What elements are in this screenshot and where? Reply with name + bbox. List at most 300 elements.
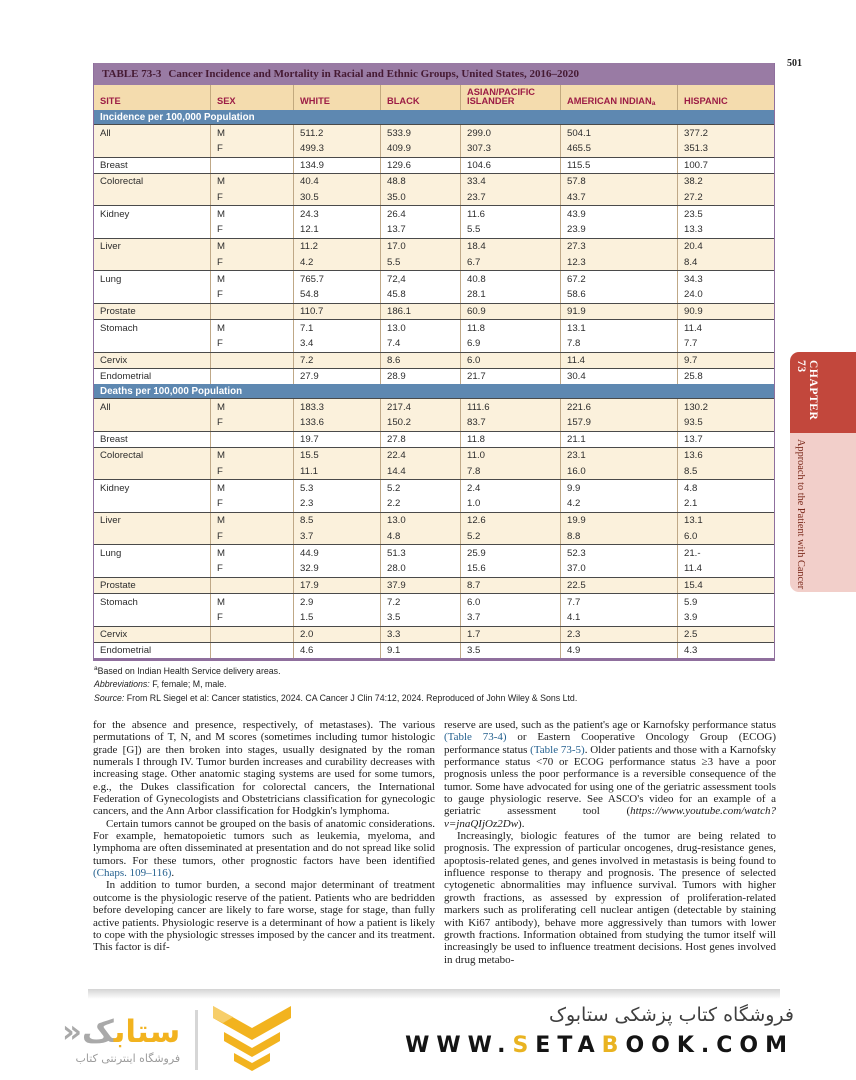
table-cell: 23.5 xyxy=(677,206,774,221)
table-cell: 8.7 xyxy=(460,578,560,593)
table-cell: 45.8 xyxy=(380,287,460,303)
table-cell: 183.3 xyxy=(293,399,380,414)
page-number: 501 xyxy=(787,58,802,69)
table-cell: Prostate xyxy=(100,306,136,318)
table-cell: 2.4 xyxy=(460,480,560,495)
table-cell: 4.6 xyxy=(293,643,380,658)
table-cell: 15.5 xyxy=(293,448,380,463)
table-cell: 28.9 xyxy=(380,369,460,384)
text-segment: Increasingly, biologic features of the tumor are being related to prognosis. The expression of particular oncogenes, drug-resistance genes, apoptosis-related genes, and genes involved in metastasis is being found to influence response to therapy and prognosis. The presence of selected cytogenetic abnormalities may influence survival. Tumors with higher growth fractions, as assessed by expression of proliferation-related markers such as proliferating cell nuclear antigen (detectable by staining with Ki67 antibody), behave more aggressively than tumors with lower growth fractions. Information obtained from studying the tumor itself will increasingly be used to influence treatment decisions. Host genes involved in drug metabo- xyxy=(444,830,776,966)
table-cell: M xyxy=(210,480,293,495)
table-bottom-border xyxy=(94,658,774,661)
table-row xyxy=(94,189,774,205)
table-cell: 499.3 xyxy=(293,140,380,156)
watermark-persian-text: فروشگاه کتاب پزشکی ستابوک xyxy=(548,1004,794,1026)
table-cell: F xyxy=(210,414,293,430)
table-cell: 16.0 xyxy=(560,463,677,479)
footnote-line xyxy=(94,678,776,691)
table-row xyxy=(94,609,774,625)
table-cell: 2.1 xyxy=(677,496,774,512)
table-cell: F xyxy=(210,335,293,351)
table-cell: 504.1 xyxy=(560,125,677,140)
table-cell: All xyxy=(100,401,111,413)
table-cell: 13.7 xyxy=(677,432,774,447)
table-cell: Lung xyxy=(100,273,122,285)
table-cell: 4.2 xyxy=(293,254,380,270)
table-cell: 11.8 xyxy=(460,320,560,335)
cross-reference-link[interactable]: (Table 73-4) xyxy=(444,731,507,744)
paragraph xyxy=(93,719,435,818)
table-cell: 299.0 xyxy=(460,125,560,140)
table-cell xyxy=(210,158,293,173)
table-cell: 11.1 xyxy=(293,463,380,479)
table-cell: M xyxy=(210,239,293,254)
table-cell: 3.7 xyxy=(293,528,380,544)
table-cell: 8.5 xyxy=(677,463,774,479)
table-cell: Stomach xyxy=(100,596,138,608)
chapter-title-tab xyxy=(790,433,856,592)
table-cell: Breast xyxy=(100,434,128,445)
table-cell xyxy=(210,643,293,658)
table-cell: 7.2 xyxy=(380,594,460,609)
table-row xyxy=(94,352,774,368)
table-cell: 38.2 xyxy=(677,174,774,189)
article-right-column xyxy=(444,719,776,966)
table-cell: 57.8 xyxy=(560,174,677,189)
table-cell: 13.3 xyxy=(677,222,774,238)
table-cell: 37.9 xyxy=(380,578,460,593)
table-cell: 44.9 xyxy=(293,545,380,560)
paragraph xyxy=(93,879,435,953)
table-cell: F xyxy=(210,609,293,625)
table-row xyxy=(94,642,774,658)
table-cell: Stomach xyxy=(100,322,138,334)
column-header-label: SEX xyxy=(217,96,236,107)
table-cell xyxy=(94,222,210,238)
table-cell: 67.2 xyxy=(560,271,677,286)
table-cell: 6.0 xyxy=(460,353,560,368)
table-cell xyxy=(94,463,210,479)
table-cell: 6.0 xyxy=(677,528,774,544)
column-header xyxy=(293,85,380,110)
footer-branding xyxy=(0,1000,856,1080)
watermark-url xyxy=(405,1033,794,1058)
table-cell: 100.7 xyxy=(677,158,774,173)
text-segment: https://www.youtube.com/watch?v=jnaQIjOz2Dw xyxy=(444,805,776,830)
table-cell: Prostate xyxy=(100,580,136,592)
table-cell: 13.1 xyxy=(560,320,677,335)
table-row xyxy=(94,431,774,447)
table-cell: 83.7 xyxy=(460,414,560,430)
text-segment: . xyxy=(171,867,175,880)
text-segment: Abbreviations: xyxy=(94,679,150,690)
column-header xyxy=(560,85,677,110)
footnote-line xyxy=(94,692,776,705)
table-cell: 765.7 xyxy=(293,271,380,286)
table-cell: 13.1 xyxy=(677,513,774,528)
table-row xyxy=(94,447,774,463)
table-cell: 93.5 xyxy=(677,414,774,430)
table-cell: 13.7 xyxy=(380,222,460,238)
table-footnotes xyxy=(94,662,776,705)
table-cell: 133.6 xyxy=(293,414,380,430)
text-segment: ETA xyxy=(535,1033,602,1058)
table-cell: 8.8 xyxy=(560,528,677,544)
table-cell xyxy=(94,189,210,205)
table-cell: M xyxy=(210,399,293,414)
table-cell: Cervix xyxy=(100,355,128,366)
table-cell: 3.3 xyxy=(380,627,460,642)
table-row xyxy=(94,287,774,303)
table-cell xyxy=(210,627,293,642)
table-cell: 26.4 xyxy=(380,206,460,221)
table-cell: 35.0 xyxy=(380,189,460,205)
table-cell xyxy=(210,304,293,319)
table-row xyxy=(94,368,774,384)
table-cell: 25.8 xyxy=(677,369,774,384)
table-cell: 27.3 xyxy=(560,239,677,254)
table-row xyxy=(94,577,774,593)
table-cell: 1.0 xyxy=(460,496,560,512)
article-body xyxy=(93,719,776,993)
table-cell: 11.2 xyxy=(293,239,380,254)
table-cell: Liver xyxy=(100,515,121,527)
table-cell: M xyxy=(210,448,293,463)
column-header xyxy=(460,85,560,110)
chapter-number-label: CHAPTER 73 xyxy=(795,360,819,421)
table-cell: 115.5 xyxy=(560,158,677,173)
table-cell: 11.4 xyxy=(560,353,677,368)
table-cell: Breast xyxy=(100,160,128,171)
chapter-title-label: Approach to the Patient with Cancer xyxy=(795,439,806,590)
table-cell: 7.8 xyxy=(460,463,560,479)
table-row xyxy=(94,414,774,430)
text-segment: OOK.COM xyxy=(625,1033,794,1058)
table-row xyxy=(94,479,774,495)
table-cell: 21.- xyxy=(677,545,774,560)
table-cell: 23.7 xyxy=(460,189,560,205)
column-header-label: BLACK xyxy=(387,96,420,107)
logo-wordmark-block xyxy=(62,1015,180,1065)
table-cell: F xyxy=(210,140,293,156)
table-cell: Kidney xyxy=(100,482,130,494)
table-cell: 11.4 xyxy=(677,320,774,335)
table-cell: 150.2 xyxy=(380,414,460,430)
table-cell: 3.9 xyxy=(677,609,774,625)
table-cell: M xyxy=(210,125,293,140)
table-cell: 14.4 xyxy=(380,463,460,479)
table-row xyxy=(94,335,774,351)
table-cell: 5.5 xyxy=(380,254,460,270)
table-title xyxy=(94,63,774,85)
chevron-emblem-icon xyxy=(213,1006,291,1074)
table-cell: 25.9 xyxy=(460,545,560,560)
cross-reference-link[interactable]: (Chaps. 109–116) xyxy=(93,867,172,880)
table-cell: 23.1 xyxy=(560,448,677,463)
table-cell: 377.2 xyxy=(677,125,774,140)
text-segment: or Eastern Cooperative Oncology Group (ECOG) performance status xyxy=(444,731,776,756)
text-segment: From RL Siegel et al: Cancer statistics, 2024. CA Cancer J Clin 74:12, 2024. Reproduced of John Wiley & Sons Ltd. xyxy=(124,692,578,703)
table-cell: 4.9 xyxy=(560,643,677,658)
table-cell: 7.4 xyxy=(380,335,460,351)
table-cell: 40.4 xyxy=(293,174,380,189)
table-cell: F xyxy=(210,561,293,577)
table-cell: 90.9 xyxy=(677,304,774,319)
table-cell: 15.6 xyxy=(460,561,560,577)
table-cell: 13.6 xyxy=(677,448,774,463)
table-cell: 4.2 xyxy=(560,496,677,512)
table-cell: 13.0 xyxy=(380,320,460,335)
table-cell xyxy=(94,254,210,270)
table-cell xyxy=(210,578,293,593)
table-cell: 18.4 xyxy=(460,239,560,254)
table-cell: 30.4 xyxy=(560,369,677,384)
table-cell: 129.6 xyxy=(380,158,460,173)
table-cell: 37.0 xyxy=(560,561,677,577)
table-cell: 5.2 xyxy=(460,528,560,544)
table-cell: 8.6 xyxy=(380,353,460,368)
table-row xyxy=(94,140,774,156)
table-cell: 27.2 xyxy=(677,189,774,205)
table-cell: 9.7 xyxy=(677,353,774,368)
table-row xyxy=(94,173,774,189)
logo-arrow-glyph: « xyxy=(62,1014,83,1050)
table-cell: 307.3 xyxy=(460,140,560,156)
table-cell: 23.9 xyxy=(560,222,677,238)
table-cell: 12.1 xyxy=(293,222,380,238)
table-cell: 409.9 xyxy=(380,140,460,156)
table-row xyxy=(94,205,774,221)
column-header xyxy=(94,85,210,110)
table-cell xyxy=(94,140,210,156)
cancer-statistics-table xyxy=(93,63,775,661)
table-cell: F xyxy=(210,496,293,512)
table-cell: 3.5 xyxy=(460,643,560,658)
table-cell: 17.9 xyxy=(293,578,380,593)
column-header xyxy=(210,85,293,110)
table-cell: 3.4 xyxy=(293,335,380,351)
table-row xyxy=(94,254,774,270)
text-segment: Based on Indian Health Service delivery areas. xyxy=(97,665,281,676)
table-cell: 6.0 xyxy=(460,594,560,609)
logo-wordmark xyxy=(62,1015,180,1049)
table-cell: F xyxy=(210,463,293,479)
column-header-label: SITE xyxy=(100,96,121,107)
table-cell: 22.5 xyxy=(560,578,677,593)
table-cell: 12.3 xyxy=(560,254,677,270)
table-cell: 51.3 xyxy=(380,545,460,560)
footnote-line xyxy=(94,662,776,678)
table-cell: 7.1 xyxy=(293,320,380,335)
table-number-label: TABLE 73-3 xyxy=(102,68,162,80)
table-cell: 2.0 xyxy=(293,627,380,642)
table-row xyxy=(94,593,774,609)
text-segment: Source: xyxy=(94,692,125,703)
table-cell: 3.5 xyxy=(380,609,460,625)
text-segment: WWW. xyxy=(405,1033,513,1058)
table-cell: M xyxy=(210,513,293,528)
logo-divider xyxy=(195,1010,198,1070)
text-segment: a xyxy=(94,665,98,672)
table-row xyxy=(94,496,774,512)
table-cell: 9.9 xyxy=(560,480,677,495)
table-cell: 24.0 xyxy=(677,287,774,303)
table-cell xyxy=(94,528,210,544)
table-cell: 4.8 xyxy=(677,480,774,495)
table-cell: M xyxy=(210,320,293,335)
table-row xyxy=(94,238,774,254)
table-row xyxy=(94,303,774,319)
table-title-text: Cancer Incidence and Mortality in Racial and Ethnic Groups, United States, 2016–2020 xyxy=(168,68,579,80)
table-cell: 17.0 xyxy=(380,239,460,254)
cross-reference-link[interactable]: (Table 73-5) xyxy=(530,743,585,756)
table-row xyxy=(94,561,774,577)
paragraph xyxy=(93,818,435,880)
table-cell xyxy=(94,496,210,512)
text-segment: In addition to tumor burden, a second major determinant of treatment outcome is the physiologic reserve of the patient. Patients who are bedridden before developing cancer are likely to fare worse, stage for stage, than fully active patients. Physiologic reserve is a determinant of how a patient is likely to cope with the physiologic stresses imposed by the cancer and its treatment. This factor is dif- xyxy=(93,879,435,954)
table-cell: M xyxy=(210,545,293,560)
table-cell: 1.7 xyxy=(460,627,560,642)
table-cell: All xyxy=(100,127,111,139)
table-cell: M xyxy=(210,206,293,221)
table-cell xyxy=(94,287,210,303)
table-row xyxy=(94,398,774,414)
table-cell: 43.9 xyxy=(560,206,677,221)
table-row xyxy=(94,528,774,544)
table-section-header: Deaths per 100,000 Population xyxy=(94,384,774,398)
table-cell: 19.9 xyxy=(560,513,677,528)
table-cell: 1.5 xyxy=(293,609,380,625)
table-cell xyxy=(94,561,210,577)
table-cell: 351.3 xyxy=(677,140,774,156)
table-cell: 28.0 xyxy=(380,561,460,577)
table-cell: 7.7 xyxy=(677,335,774,351)
table-cell: Colorectal xyxy=(100,450,144,462)
table-cell: F xyxy=(210,254,293,270)
column-header xyxy=(677,85,774,110)
table-cell: 34.3 xyxy=(677,271,774,286)
paragraph xyxy=(444,719,776,830)
table-cell: 58.6 xyxy=(560,287,677,303)
table-cell: 3.7 xyxy=(460,609,560,625)
table-cell: 27.8 xyxy=(380,432,460,447)
table-cell: F xyxy=(210,287,293,303)
column-header-label: HISPANIC xyxy=(684,96,728,107)
table-cell: 217.4 xyxy=(380,399,460,414)
table-cell: 5.2 xyxy=(380,480,460,495)
table-row xyxy=(94,626,774,642)
table-cell: 54.8 xyxy=(293,287,380,303)
table-cell: 134.9 xyxy=(293,158,380,173)
table-cell: 48.8 xyxy=(380,174,460,189)
table-cell: 72,4 xyxy=(380,271,460,286)
table-cell: 7.7 xyxy=(560,594,677,609)
table-cell: 7.2 xyxy=(293,353,380,368)
table-cell xyxy=(94,414,210,430)
text-segment: S xyxy=(512,1033,536,1058)
table-cell: Liver xyxy=(100,241,121,253)
table-cell: 511.2 xyxy=(293,125,380,140)
table-cell: Colorectal xyxy=(100,176,144,188)
table-cell: 60.9 xyxy=(460,304,560,319)
text-segment: ). xyxy=(518,817,525,830)
table-cell: 8.4 xyxy=(677,254,774,270)
text-segment: Certain tumors cannot be grouped on the basis of anatomic considerations. For example, hematopoietic tumors such as leukemia, myeloma, and lymphoma are often disseminated at presentation and do not spread like solid tumors. For these tumors, other prognostic factors have been identified xyxy=(93,817,435,867)
table-cell: 6.9 xyxy=(460,335,560,351)
table-cell: 110.7 xyxy=(293,304,380,319)
table-cell: 6.7 xyxy=(460,254,560,270)
table-cell: 104.6 xyxy=(460,158,560,173)
page-edge-shadow-left xyxy=(88,989,438,999)
table-cell: 30.5 xyxy=(293,189,380,205)
text-segment: B xyxy=(601,1033,626,1058)
column-header-label: ASIAN/PACIFIC ISLANDER xyxy=(467,86,536,107)
column-header-label: WHITE xyxy=(300,96,330,107)
table-row xyxy=(94,222,774,238)
table-header-row xyxy=(94,85,774,110)
table-cell xyxy=(94,609,210,625)
table-cell: 19.7 xyxy=(293,432,380,447)
watermark-block xyxy=(405,1004,794,1058)
table-cell: 8.5 xyxy=(293,513,380,528)
table-cell: 2.3 xyxy=(293,496,380,512)
table-cell: 130.2 xyxy=(677,399,774,414)
table-cell: 40.8 xyxy=(460,271,560,286)
text-segment: F, female; M, male. xyxy=(149,679,227,690)
text-segment: reserve are used, such as the patient's age or Karnofsky performance status xyxy=(444,719,776,731)
column-header xyxy=(380,85,460,110)
table-cell: 11.4 xyxy=(677,561,774,577)
table-cell: 5.5 xyxy=(460,222,560,238)
table-cell xyxy=(210,353,293,368)
table-cell: 221.6 xyxy=(560,399,677,414)
page-edge-shadow-right xyxy=(438,989,780,999)
table-cell: 2.3 xyxy=(560,627,677,642)
table-cell: 5.9 xyxy=(677,594,774,609)
table-cell: 7.8 xyxy=(560,335,677,351)
text-segment: for the absence and presence, respectively, of metastases). The various permutations of T, N, and M scores (sometimes including tumor histologic grade [G]) are then broken into stages, usually designated by the roman numerals I through IV. Tumor burden increases and curability decreases with increasing stage. Other anatomic staging systems are used for some tumors, e.g., the Dukes classification for colorectal cancers, the International Federation of Gynecologists and Obstetricians classification for gynecologic cancers, and the Ann Arbor classification for Hodgkin's lymphoma. xyxy=(93,719,435,818)
table-cell: M xyxy=(210,271,293,286)
table-cell: M xyxy=(210,174,293,189)
table-cell: 24.3 xyxy=(293,206,380,221)
column-header-label: AMERICAN INDIAN xyxy=(567,96,652,107)
table-cell: 11.6 xyxy=(460,206,560,221)
table-cell: 27.9 xyxy=(293,369,380,384)
table-cell: 15.4 xyxy=(677,578,774,593)
setabook-logo xyxy=(62,1006,291,1074)
table-cell: F xyxy=(210,222,293,238)
table-cell: 32.9 xyxy=(293,561,380,577)
table-row xyxy=(94,157,774,173)
table-cell: 2.2 xyxy=(380,496,460,512)
table-cell: 157.9 xyxy=(560,414,677,430)
table-cell: 111.6 xyxy=(460,399,560,414)
article-left-column xyxy=(93,719,435,954)
table-cell: 12.6 xyxy=(460,513,560,528)
table-row xyxy=(94,512,774,528)
table-cell: F xyxy=(210,528,293,544)
table-cell xyxy=(210,432,293,447)
table-row xyxy=(94,463,774,479)
table-cell: 4.8 xyxy=(380,528,460,544)
table-cell: 4.1 xyxy=(560,609,677,625)
table-cell: F xyxy=(210,189,293,205)
logo-word-yellow: ستاب xyxy=(113,1014,181,1050)
table-cell: 2.5 xyxy=(677,627,774,642)
table-cell: 13.0 xyxy=(380,513,460,528)
table-cell: 28.1 xyxy=(460,287,560,303)
table-cell: Lung xyxy=(100,547,122,559)
